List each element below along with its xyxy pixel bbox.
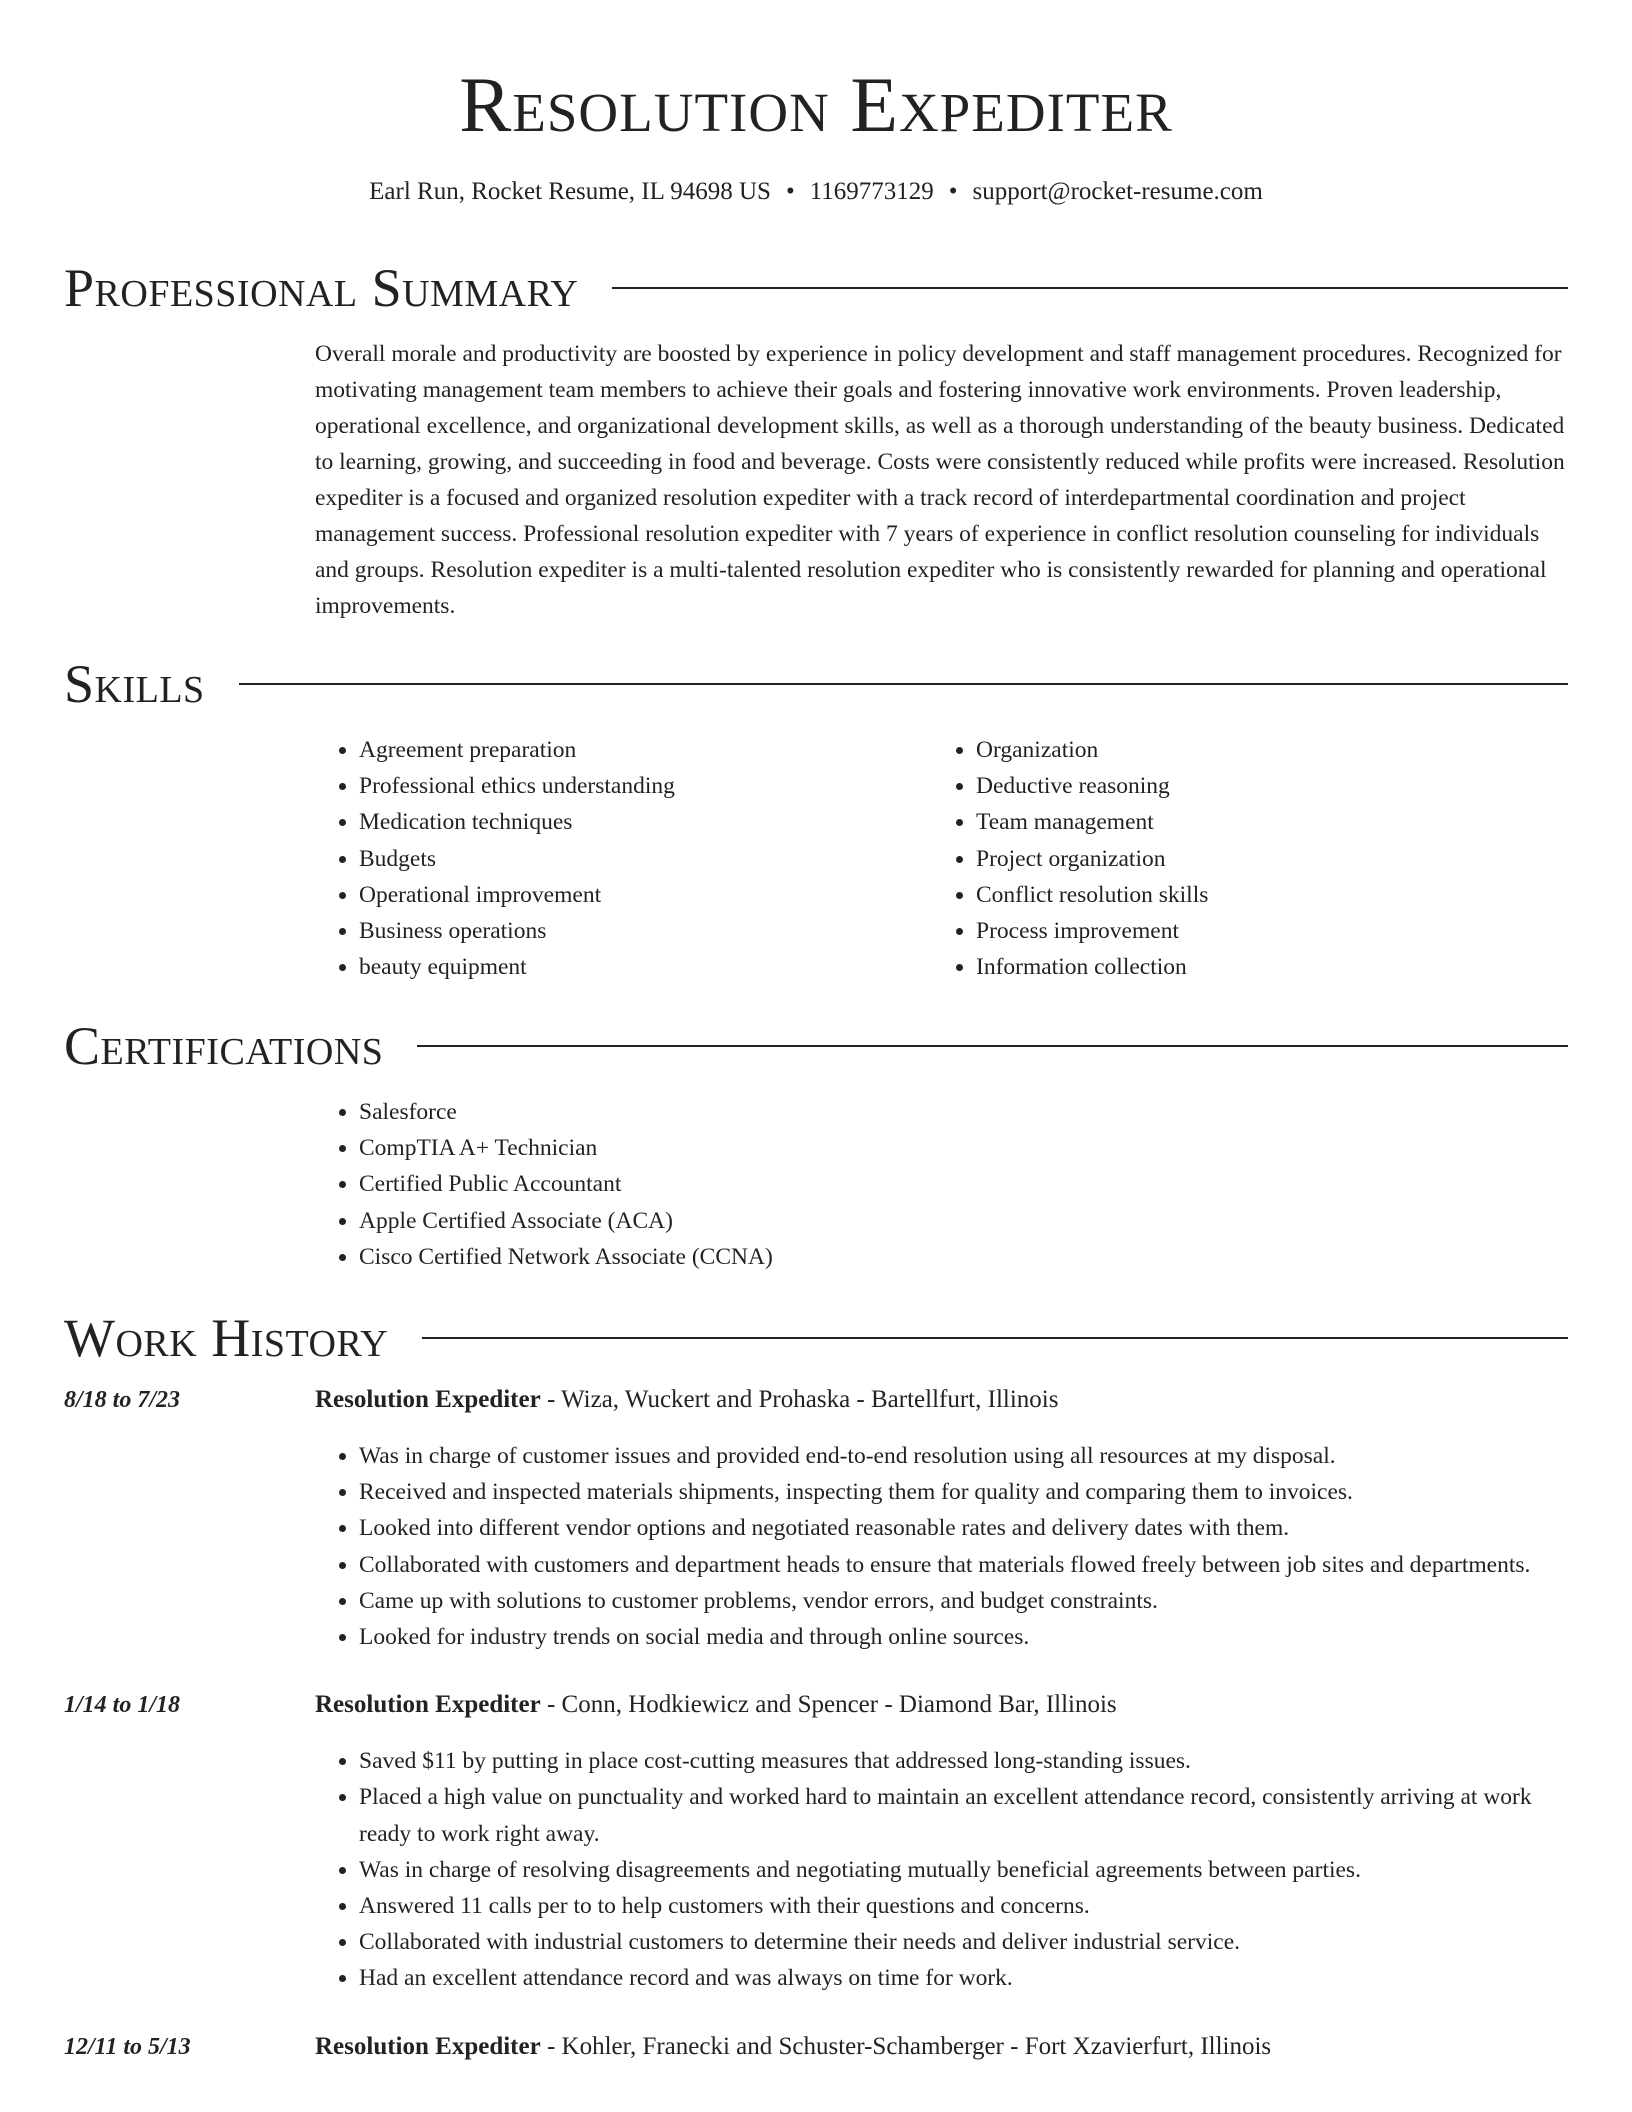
summary-title: Professional Summary xyxy=(64,258,579,318)
job-employer-location: - Wiza, Wuckert and Prohaska - Bartellfurt, Illinois xyxy=(540,1386,1059,1413)
job-entry xyxy=(64,1386,1568,1655)
job-bullet: • Was in charge of customer issues and provided end-to-end resolution using all resources at my disposal. xyxy=(359,1438,1568,1474)
skills-heading xyxy=(64,652,1568,716)
skill-item: • Process improvement xyxy=(976,913,1549,949)
skills-columns xyxy=(315,732,1568,985)
skills-column-left xyxy=(315,732,932,985)
contact-email: support@rocket-resume.com xyxy=(972,178,1263,205)
job-bullet: • Collaborated with industrial customers to determine their needs and deliver industrial service. xyxy=(359,1924,1568,1960)
section-divider xyxy=(612,287,1568,289)
job-dates: 1/14 to 1/18 xyxy=(64,1692,181,1719)
job-bullet: • Looked into different vendor options and negotiated reasonable rates and delivery dates with them. xyxy=(359,1510,1568,1546)
job-title-line xyxy=(315,1386,1058,1414)
job-dates: 8/18 to 7/23 xyxy=(64,1387,181,1413)
job-bullet: • Had an excellent attendance record and was always on time for work. xyxy=(359,1960,1568,1996)
job-bullet: • Saved $11 by putting in place cost-cutting measures that addressed long-standing issues. xyxy=(359,1743,1568,1779)
section-divider xyxy=(417,1045,1568,1047)
job-bullet: • Was in charge of resolving disagreements and negotiating mutually beneficial agreements between parties. xyxy=(359,1852,1568,1888)
work-history-heading xyxy=(64,1306,1568,1370)
job-entry xyxy=(64,1691,1568,1996)
certification-item: • Certified Public Accountant xyxy=(359,1166,1568,1202)
job-title-line xyxy=(315,2033,1271,2061)
skill-item: • Agreement preparation xyxy=(359,732,932,768)
certifications-list xyxy=(315,1094,1568,1275)
summary-heading xyxy=(64,256,1568,320)
skills-title: Skills xyxy=(64,654,205,714)
job-role: Resolution Expediter xyxy=(315,2032,541,2060)
job-title-line xyxy=(315,1691,1117,1719)
certifications-section xyxy=(64,1014,1568,1275)
work-history-section xyxy=(64,1306,1568,2073)
contact-address: Earl Run, Rocket Resume, IL 94698 US xyxy=(369,178,771,205)
skill-item: • beauty equipment xyxy=(359,949,932,985)
job-bullet: • Collaborated with customers and department heads to ensure that materials flowed freely between job sites and departments. xyxy=(359,1547,1568,1583)
skill-item: • Business operations xyxy=(359,913,932,949)
skill-item: • Professional ethics understanding xyxy=(359,768,932,804)
summary-text: Overall morale and productivity are boosted by experience in policy development and staff management procedures. Recognized for motivating management team members to achieve their goals and fostering innovative work environments. Proven leadership, operational excellence, and organizational development skills, as well as a thorough understanding of the beauty business. Dedicated to learning, growing, and succeeding in food and beverage. Costs were consistently reduced while profits were increased. Resolution expediter is a focused and organized resolution expediter with a track record of interdepartmental coordination and project management success. Professional resolution expediter with 7 years of experience in conflict resolution counseling for individuals and groups. Resolution expediter is a multi-talented resolution expediter who is consistently rewarded for planning and operational improvements. xyxy=(315,341,1565,619)
skill-item: • Conflict resolution skills xyxy=(976,877,1549,913)
section-divider xyxy=(422,1337,1568,1339)
contact-phone: 1169773129 xyxy=(809,178,934,205)
job-bullet: • Came up with solutions to customer problems, vendor errors, and budget constraints. xyxy=(359,1583,1568,1619)
work-history-title: Work History xyxy=(64,1308,389,1368)
job-employer-location: - Conn, Hodkiewicz and Spencer - Diamond Bar, Illinois xyxy=(540,1691,1117,1719)
job-dates: 12/11 to 5/13 xyxy=(64,2033,191,2060)
contact-line xyxy=(0,176,1632,208)
job-bullet: • Received and inspected materials shipments, inspecting them for quality and comparing them to invoices. xyxy=(359,1474,1568,1510)
section-divider xyxy=(239,683,1568,685)
skills-column-right xyxy=(932,732,1549,985)
certifications-heading xyxy=(64,1014,1568,1078)
certification-item: • CompTIA A+ Technician xyxy=(359,1130,1568,1166)
certification-item: • Apple Certified Associate (ACA) xyxy=(359,1203,1568,1239)
skills-section xyxy=(64,652,1568,985)
job-role: Resolution Expediter xyxy=(315,1691,541,1719)
job-employer-location: - Kohler, Franecki and Schuster-Schamberger - Fort Xzavierfurt, Illinois xyxy=(540,2032,1272,2060)
job-entry xyxy=(64,2033,1568,2073)
skill-item: • Organization xyxy=(976,732,1549,768)
contact-separator: • xyxy=(948,178,958,205)
skill-item: • Operational improvement xyxy=(359,877,932,913)
certifications-title: Certifications xyxy=(64,1016,384,1076)
resume-name: Resolution Expediter xyxy=(459,61,1173,148)
certification-item: • Salesforce xyxy=(359,1094,1568,1130)
job-bullet: • Answered 11 calls per to to help customers with their questions and concerns. xyxy=(359,1888,1568,1924)
job-bullet: • Looked for industry trends on social media and through online sources. xyxy=(359,1619,1568,1655)
skill-item: • Information collection xyxy=(976,949,1549,985)
contact-separator: • xyxy=(785,178,795,205)
job-bullet: • Placed a high value on punctuality and worked hard to maintain an excellent attendance record, consistently arriving at work ready to work right away. xyxy=(359,1779,1568,1851)
skill-item: • Medication techniques xyxy=(359,804,932,840)
skill-item: • Team management xyxy=(976,804,1549,840)
job-role: Resolution Expediter xyxy=(315,1386,541,1413)
summary-section xyxy=(64,256,1568,624)
skill-item: • Deductive reasoning xyxy=(976,768,1549,804)
skill-item: • Budgets xyxy=(359,841,932,877)
certification-item: • Cisco Certified Network Associate (CCNA) xyxy=(359,1239,1568,1275)
skill-item: • Project organization xyxy=(976,841,1549,877)
